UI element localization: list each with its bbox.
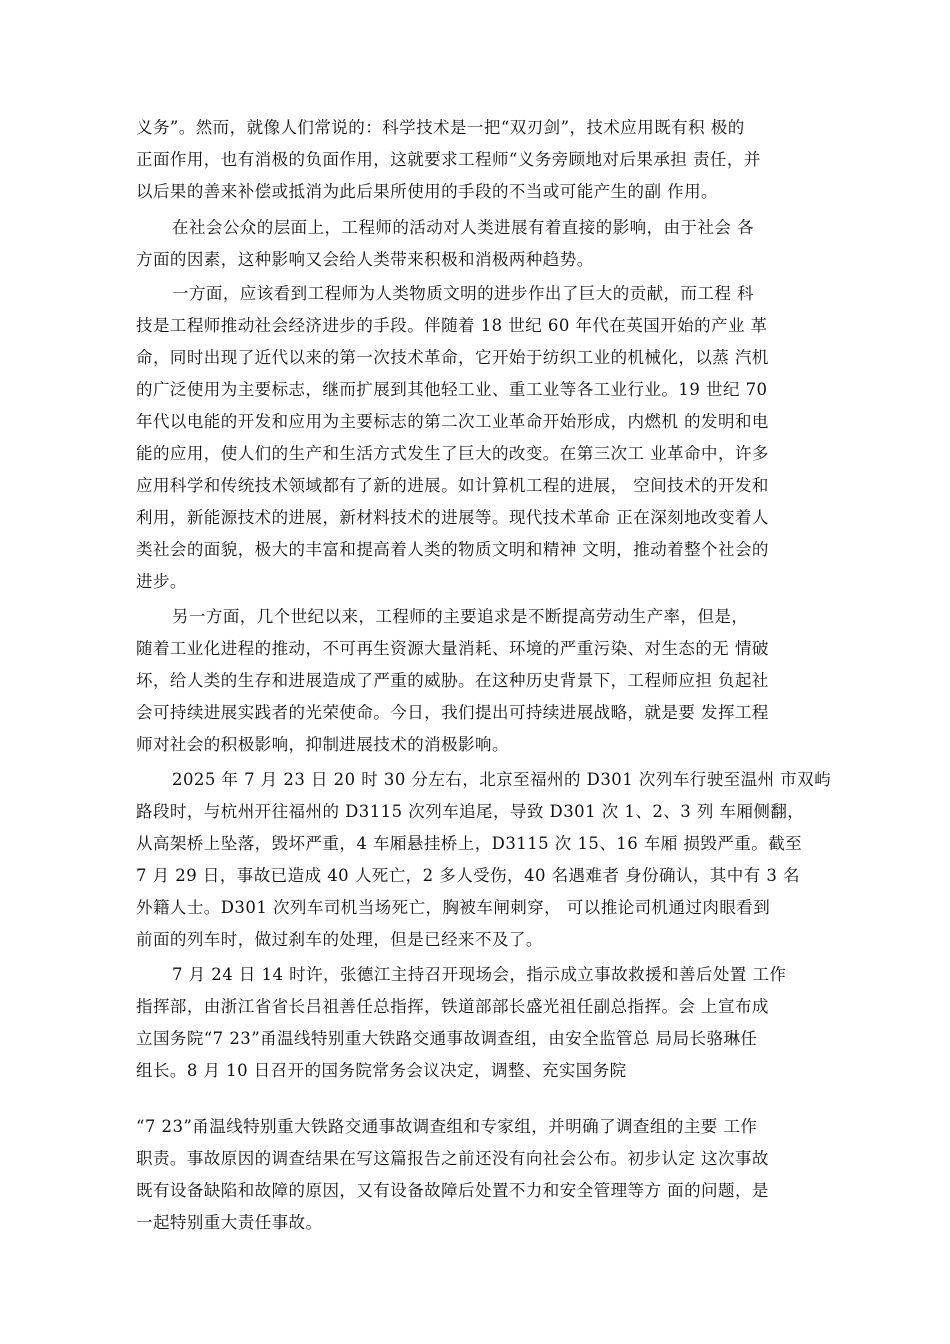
text-line: 会可持续进展实践者的光荣使命。今日，我们提出可持续进展战略，就是要 发挥工程 (136, 703, 769, 722)
text-line: 一起特别重大责任事故。 (136, 1213, 323, 1232)
text-line: 路段时，与杭州开往福州的 D3115 次列车追尾，导致 D301 次 1、2、3 列 车厢侧翻， (136, 802, 805, 821)
text-line: 职责。事故原因的调查结果在写这篇报告之前还没有向社会公布。初步认定 这次事故 (136, 1149, 769, 1168)
text-line: 技是工程师推动社会经济进步的手段。伴随着 18 世纪 60 年代在英国开始的产业 革 (136, 316, 768, 335)
text-line: 应用科学和传统技术领域都有了新的进展。如计算机工程的进展， 空间技术的开发和 (136, 476, 769, 495)
text-line: 正面作用，也有消极的负面作用，这就要求工程师“义务旁顾地对后果承担 责任，并 (136, 150, 761, 169)
text-line: “7 23”甬温线特别重大铁路交通事故调查组和专家组，并明确了调查组的主要 工作 (136, 1117, 758, 1136)
text-line: 一方面，应该看到工程师为人类物质文明的进步作出了巨大的贡献，而工程 科 (172, 284, 754, 303)
text-line: 随着工业化进程的推动，不可再生资源大量消耗、环境的严重污染、对生态的无 情破 (136, 639, 769, 658)
text-line: 既有设备缺陷和故障的原因，又有设备故障后处置不力和安全管理等方 面的问题，是 (136, 1181, 769, 1200)
text-line: 外籍人士。D301 次列车司机当场死亡，胸被车闸刺穿， 可以推论司机通过肉眼看到 (136, 898, 771, 917)
text-line: 2025 年 7 月 23 日 20 时 30 分左右，北京至福州的 D301 次列车行驶至温州 市双屿 (172, 770, 832, 789)
text-line: 利用，新能源技术的进展，新材料技术的进展等。现代技术革命 正在深刻地改变着人 (136, 508, 769, 527)
text-line: 在社会公众的层面上，工程师的活动对人类进展有着直接的影响，由于社会 各 (172, 218, 754, 237)
text-line: 7 月 24 日 14 时许，张德江主持召开现场会，指示成立事故救援和善后处置 工作 (172, 965, 787, 984)
text-line: 以后果的善来补偿或抵消为此后果所使用的手段的不当或可能产生的副 作用。 (136, 182, 718, 201)
text-line: 类社会的面貌，极大的丰富和提高着人类的物质文明和精神 文明，推动着整个社会的 (136, 540, 769, 559)
text-line: 立国务院“7 23”甬温线特别重大铁路交通事故调查组，由安全监管总 局局长骆琳任 (136, 1029, 758, 1048)
text-line: 指挥部，由浙江省省长吕祖善任总指挥，铁道部部长盛光祖任副总指挥。会 上宣布成 (136, 997, 769, 1016)
text-line: 的广泛使用为主要标志，继而扩展到其他轻工业、重工业等各工业行业。19 世纪 70 (136, 380, 768, 399)
text-line: 从高架桥上坠落，毁坏严重，4 车厢悬挂桥上，D3115 次 15、16 车厢 损毁严重。截至 (136, 834, 803, 853)
text-line: 组长。8 月 10 日召开的国务院常务会议决定，调整、充实国务院 (136, 1061, 627, 1080)
text-line: 坏，给人类的生存和进展造成了严重的威胁。在这种历史背景下，工程师应担 负起社 (136, 671, 769, 690)
text-line: 能的应用，使人们的生产和生活方式发生了巨大的改变。在第三次工 业革命中，许多 (136, 444, 769, 463)
text-line: 进步。 (136, 572, 187, 591)
text-line: 7 月 29 日，事故已造成 40 人死亡，2 多人受伤，40 名遇难者 身份确认，其中有 3 名 (136, 866, 800, 885)
text-line: 师对社会的积极影响，抑制进展技术的消极影响。 (136, 735, 509, 754)
text-line: 义务”。然而，就像人们常说的：科学技术是一把“双刃剑”，技术应用既有积 极的 (136, 118, 745, 137)
text-line: 年代以电能的开发和应用为主要标志的第二次工业革命开始形成，内燃机 的发明和电 (136, 412, 769, 431)
text-line: 另一方面，几个世纪以来，工程师的主要追求是不断提高劳动生产率，但是， (172, 607, 749, 626)
text-line: 方面的因素，这种影响又会给人类带来积极和消极两种趋势。 (136, 250, 594, 269)
text-line: 命，同时出现了近代以来的第一次技术革命，它开始于纺织工业的机械化，以蒸 汽机 (136, 348, 769, 367)
text-line: 前面的列车时，做过刹车的处理，但是已经来不及了。 (136, 930, 543, 949)
